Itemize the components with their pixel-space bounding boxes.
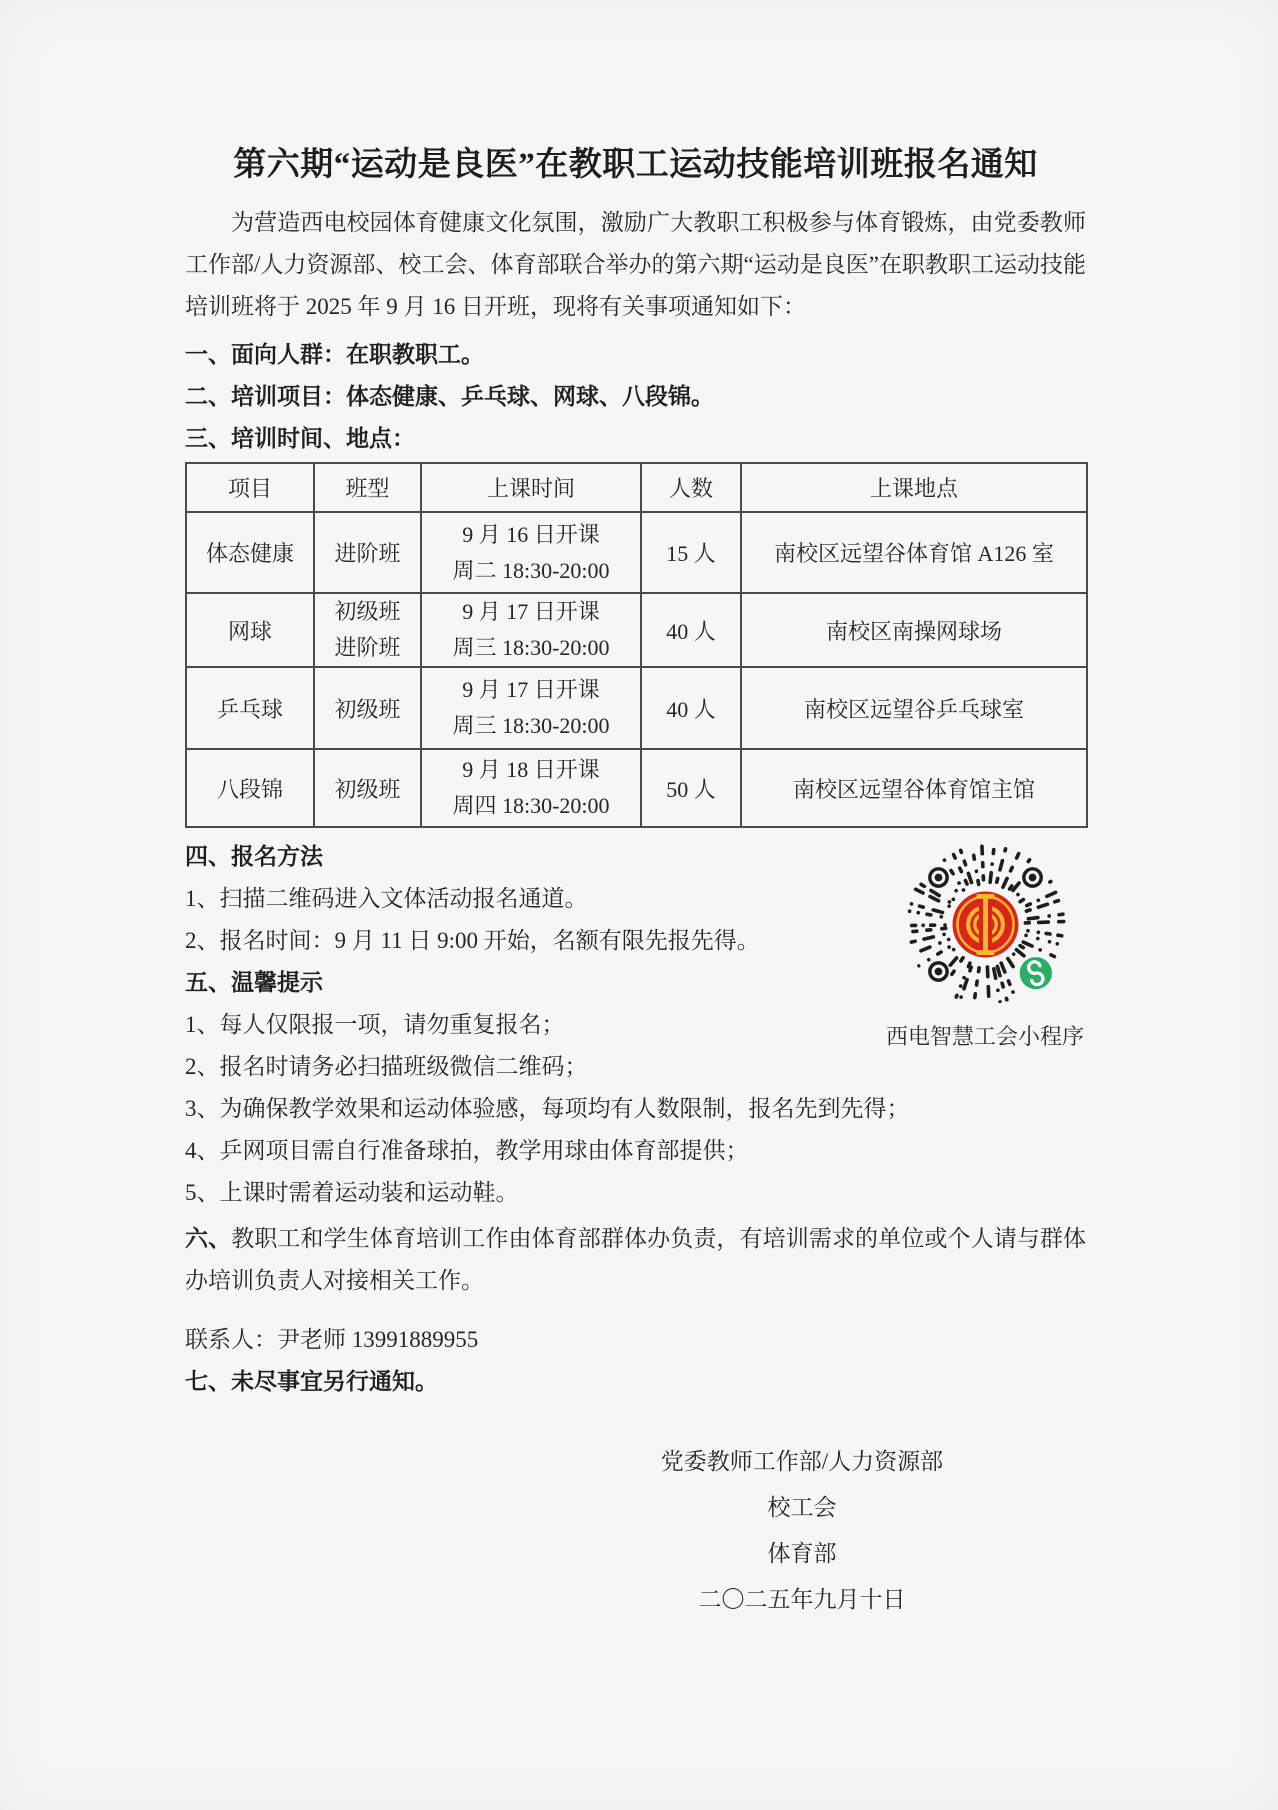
signature-block	[637, 1439, 967, 1623]
cell-time	[421, 667, 641, 749]
wechat-miniprogram-badge-icon	[1018, 956, 1053, 991]
cell-time	[421, 512, 641, 593]
section-heading-tips: 五、温馨提示	[185, 970, 323, 995]
table-header-time: 上课时间	[421, 463, 641, 512]
cell-time	[421, 749, 641, 827]
cell-time	[421, 593, 641, 667]
list-item: 1、扫描二维码进入文体活动报名通道。	[185, 886, 588, 911]
cell-location: 南校区远望谷体育馆 A126 室	[741, 512, 1087, 593]
cell-time-date: 9 月 17 日开课	[462, 677, 600, 702]
section-heading-registration: 四、报名方法	[185, 844, 323, 869]
cell-location: 南校区远望谷乒乓球室	[741, 667, 1087, 749]
table-row	[186, 512, 1087, 593]
cell-project: 八段锦	[186, 749, 314, 827]
cell-class: 初级班	[314, 749, 421, 827]
cell-project: 网球	[186, 593, 314, 667]
list-item: 2、报名时间：9 月 11 日 9:00 开始，名额有限先报先得。	[185, 928, 760, 953]
section-heading-audience: 一、面向人群：在职教职工。	[185, 342, 484, 367]
section-heading-misc: 七、未尽事宜另行通知。	[185, 1369, 438, 1394]
signature-line: 党委教师工作部/人力资源部	[660, 1449, 944, 1474]
table-header-project: 项目	[186, 463, 314, 512]
section-six-text: 教职工和学生体育培训工作由体育部群体办负责，有培训需求的单位或个人请与群体办培训负责人对接相关工作。	[185, 1226, 1087, 1293]
cell-project: 乒乓球	[186, 667, 314, 749]
contact-line: 联系人：尹老师 13991889955	[185, 1327, 479, 1352]
notice-title: 第六期“运动是良医”在教职工运动技能培训班报名通知	[233, 147, 1038, 183]
notice-content	[185, 0, 1086, 1623]
cell-location: 南校区南操网球场	[741, 593, 1087, 667]
cell-class-line: 进阶班	[334, 635, 401, 660]
table-row	[186, 749, 1087, 827]
section-six-paragraph	[185, 1218, 1086, 1302]
list-item: 5、上课时需着运动装和运动鞋。	[185, 1180, 519, 1205]
signature-line: 体育部	[767, 1541, 837, 1566]
cell-capacity: 50 人	[641, 749, 741, 827]
qr-block	[882, 842, 1088, 1050]
cell-class-line: 初级班	[334, 599, 401, 624]
section-six-label: 六、	[185, 1226, 232, 1251]
cell-time-date: 9 月 17 日开课	[462, 599, 600, 624]
section-heading-schedule: 三、培训时间、地点：	[185, 426, 415, 451]
cell-project: 体态健康	[186, 512, 314, 593]
table-header-location: 上课地点	[741, 463, 1087, 512]
cell-time-date: 9 月 18 日开课	[462, 757, 600, 782]
list-item: 3、为确保教学效果和运动体验感，每项均有人数限制，报名先到先得；	[185, 1096, 910, 1121]
signature-date: 二〇二五年九月十日	[698, 1587, 906, 1612]
cell-class: 初级班	[314, 667, 421, 749]
table-header-capacity: 人数	[641, 463, 741, 512]
union-logo-icon	[952, 892, 1018, 958]
qr-code	[903, 842, 1068, 1007]
section-heading-programs: 二、培训项目：体态健康、乒乓球、网球、八段锦。	[185, 384, 714, 409]
intro-paragraph: 为营造西电校园体育健康文化氛围，激励广大教职工积极参与体育锻炼，由党委教师工作部/人力资源部、校工会、体育部联合举办的第六期“运动是良医”在职教职工运动技能培训班将于 2025 年 9 月 16 日开班，现将有关事项通知如下：	[185, 210, 1086, 319]
cell-time-hours: 周二 18:30-20:00	[452, 557, 610, 583]
list-item: 1、每人仅限报一项，请勿重复报名；	[185, 1012, 565, 1037]
cell-capacity: 15 人	[641, 512, 741, 593]
cell-capacity: 40 人	[641, 593, 741, 667]
cell-location: 南校区远望谷体育馆主馆	[741, 749, 1087, 827]
cell-class	[314, 593, 421, 667]
cell-time-date: 9 月 16 日开课	[462, 521, 600, 547]
table-row	[186, 667, 1087, 749]
table-row	[186, 593, 1087, 667]
cell-capacity: 40 人	[641, 667, 741, 749]
cell-time-hours: 周三 18:30-20:00	[452, 635, 610, 660]
cell-class: 进阶班	[314, 512, 421, 593]
list-item: 2、报名时请务必扫描班级微信二维码；	[185, 1054, 588, 1079]
qr-caption: 西电智慧工会小程序	[885, 1024, 1084, 1049]
signature-line: 校工会	[767, 1495, 837, 1520]
table-header-class: 班型	[314, 463, 421, 512]
cell-time-hours: 周三 18:30-20:00	[452, 713, 610, 738]
schedule-table	[185, 462, 1088, 828]
list-item: 4、乒网项目需自行准备球拍，教学用球由体育部提供；	[185, 1138, 749, 1163]
table-header-row	[186, 463, 1087, 512]
cell-time-hours: 周四 18:30-20:00	[452, 793, 610, 818]
